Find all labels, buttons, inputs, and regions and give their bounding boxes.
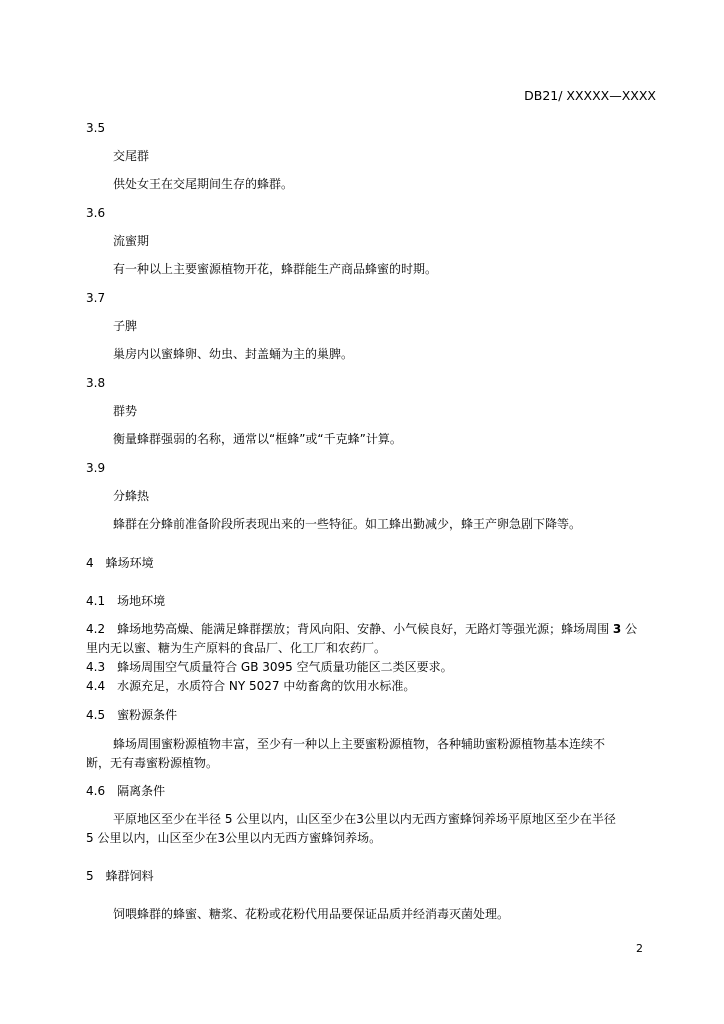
clause-4-2-line1: 4.2 蜂场地势高燥、能满足蜂群摆放；背风向阳、安静、小气候良好，无路灯等强光源；蜂场周围 3 公 — [86, 622, 638, 636]
term-definition: 有一种以上主要蜜源植物开花，蜂群能生产商品蜂蜜的时期。 — [113, 262, 438, 276]
document-code-header: DB21/ XXXXX—XXXX — [524, 88, 656, 103]
subsection-heading: 4.6 隔离条件 — [86, 784, 166, 798]
clause-4-6-line1: 平原地区至少在半径 5 公里以内，山区至少在3公里以内无西方蜜蜂饲养场平原地区至少在半径 — [113, 812, 616, 826]
term-definition: 蜂群在分蜂前准备阶段所表现出来的一些特征。如工蜂出勤减少，蜂王产卵急剧下降等。 — [113, 517, 582, 531]
term-number: 3.9 — [86, 461, 106, 475]
term-definition: 巢房内以蜜蜂卵、幼虫、封盖蛹为主的巢脾。 — [113, 347, 354, 361]
subsection-heading: 4.5 蜜粉源条件 — [86, 708, 178, 722]
term-number: 3.7 — [86, 291, 106, 305]
term-definition: 衡量蜂群强弱的名称，通常以“框蜂”或“千克蜂”计算。 — [113, 432, 402, 446]
term-number: 3.6 — [86, 206, 106, 220]
section-heading: 5 蜂群饲料 — [86, 869, 154, 883]
clause-4-5-line1: 蜂场周围蜜粉源植物丰富，至少有一种以上主要蜜粉源植物，各种辅助蜜粉源植物基本连续不 — [113, 737, 606, 751]
term-number: 3.5 — [86, 121, 106, 135]
clause-4-6-line2: 5 公里以内，山区至少在3公里以内无西方蜜蜂饲养场。 — [86, 831, 382, 845]
clause-4-5-line2: 断，无有毒蜜粉源植物。 — [86, 756, 219, 770]
clause-4-2-line2: 里内无以蜜、糖为生产原料的食品厂、化工厂和农药厂。 — [86, 641, 387, 655]
subsection-heading: 4.1 场地环境 — [86, 594, 166, 608]
term-name: 流蜜期 — [113, 234, 150, 248]
term-name: 交尾群 — [113, 149, 150, 163]
clause-4-3: 4.3 蜂场周围空气质量符合 GB 3095 空气质量功能区二类区要求。 — [86, 660, 453, 674]
term-name: 分蜂热 — [113, 489, 150, 503]
clause-4-4: 4.4 水源充足，水质符合 NY 5027 中幼畜禽的饮用水标准。 — [86, 679, 416, 693]
section-5-paragraph: 饲喂蜂群的蜂蜜、糖浆、花粉或花粉代用品要保证品质并经消毒灭菌处理。 — [113, 907, 510, 921]
term-definition: 供处女王在交尾期间生存的蜂群。 — [113, 177, 294, 191]
section-heading: 4 蜂场环境 — [86, 556, 154, 570]
page-number: 2 — [636, 942, 643, 955]
term-name: 群势 — [113, 404, 138, 418]
term-name: 子脾 — [113, 319, 138, 333]
term-number: 3.8 — [86, 376, 106, 390]
